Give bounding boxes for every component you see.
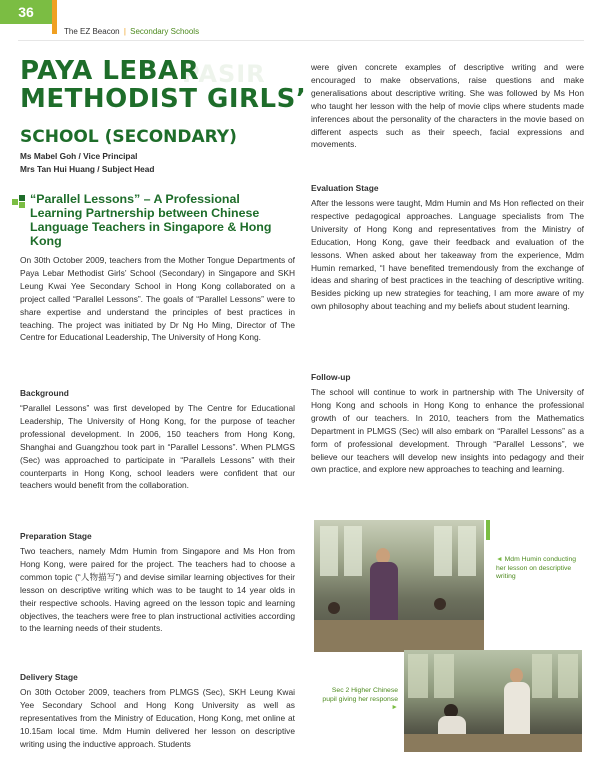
- header-separator: |: [123, 27, 126, 36]
- photo-caption-1: ◄ Mdm Humin conducting her lesson on descriptive writing: [496, 556, 577, 580]
- author-2: Mrs Tan Hui Huang / Subject Head: [20, 164, 155, 174]
- publication-name: The EZ Beacon: [64, 27, 120, 36]
- heading-follow-up: Follow-up: [311, 372, 351, 382]
- photo-accent-bar: [486, 520, 490, 540]
- heading-preparation-stage: Preparation Stage: [20, 531, 92, 541]
- heading-evaluation-stage: Evaluation Stage: [311, 183, 379, 193]
- school-name-line-1: PAYA LEBAR: [20, 56, 200, 86]
- section-name: Secondary Schools: [130, 27, 200, 36]
- heading-delivery-stage: Delivery Stage: [20, 672, 78, 682]
- intro-paragraph: On 30th October 2009, teachers from the Mother Tongue Departments of Paya Lebar Methodist Girls’ School (Secondary) in Singapore and SKH Leung Kwai Yee Secondary School in Hong Kong collaborated on a project called “Parallel Lessons”. The goals of “Parallel Lessons” were to share expertise and understand the principles of best practices in teaching. The project was initiated by Dr Ng Ho Ming, Director of The Centre for Educational Leadership, The University of Hong Kong.: [20, 255, 295, 343]
- photo-caption-2: Sec 2 Higher Chinese pupil giving her response ►: [322, 687, 398, 711]
- header-divider: [18, 40, 584, 41]
- school-name-line-2: METHODIST GIRLS’: [20, 84, 307, 114]
- caption-arrow-right-icon: ►: [391, 704, 398, 711]
- article-title: “Parallel Lessons” – A Professional Learning Partnership between Chinese Language Teachers in Singapore & Hong Kong: [30, 192, 272, 248]
- squares-bullet-icon: [12, 195, 26, 209]
- background-watermark-text: PASIR: [182, 60, 266, 88]
- school-name-line-3: SCHOOL (SECONDARY): [20, 127, 237, 147]
- caption-arrow-left-icon: ◄: [496, 556, 503, 563]
- preparation-paragraph: Two teachers, namely Mdm Humin from Singapore and Ms Hon from Hong Kong, were paired for the project. The teachers had to choose a common topic (“人物描写”) and devise similar learning objectives for their lesson on descriptive writing which was to be taught to 14 year olds in their respective schools. Having agreed on the lesson topic and learning objectives, the teachers were free to plan instructional activities according to the learning needs of their students.: [20, 546, 295, 634]
- evaluation-paragraph: After the lessons were taught, Mdm Humin and Ms Hon reflected on their respective pedagogical approaches. Language specialists from The University of Hong Kong and representatives from the Ministry of Education, Hong Kong, gave their feedback and evaluation of the lessons. When asked about her takeaway from the experience, Mdm Humin remarked, “I have benefited tremendously from the exchange of ideas and sharing of best practices in the teaching of descriptive writing. Besides picking up new strategies for teaching, I am more aware of my own philosophy about teaching and my beliefs about student learning.: [311, 198, 584, 312]
- follow-up-paragraph: The school will continue to work in partnership with The University of Hong Kong and schools in Hong Kong to enhance the professional growth of our teachers. In 2010, teachers from the Mathematics Department in PLMGS (Sec) will also embark on “Parallel Lessons” as a form of professional development. Through “Parallel Lessons”, we believe our teachers will develop new insights into pedagogy and their own practice, and explore new approaches to teaching and learning.: [311, 387, 584, 475]
- running-header: [64, 27, 199, 36]
- classroom-photo-pupil: [404, 650, 582, 752]
- page-number: 36: [0, 0, 52, 24]
- delivery-paragraph: On 30th October 2009, teachers from PLMGS (Sec), SKH Leung Kwai Yee Secondary School and Hong Kong University as well as representatives from the Ministry of Education, Hong Kong, met online at 10.15am local time. Mdm Humin delivered her lesson on descriptive writing using the inductive approach. Students: [20, 687, 295, 749]
- classroom-photo-teacher: [314, 520, 484, 652]
- heading-background: Background: [20, 388, 69, 398]
- page-tab-accent: [52, 0, 57, 34]
- author-1: Ms Mabel Goh / Vice Principal: [20, 151, 138, 161]
- background-paragraph: “Parallel Lessons” was first developed by The Centre for Educational Leadership, The University of Hong Kong, for the purpose of teacher professional development. In 2006, 150 teachers from Hong Kong, Shanghai and Guangzhou took part in “Parallel Lessons”. When PLMGS (Sec) was approached to participate in “Parallels Lessons” with their counterparts in Hong Kong, school leaders were confident that our teachers would benefit from the collaboration.: [20, 403, 295, 491]
- delivery-paragraph-continued: were given concrete examples of descriptive writing and were encouraged to make observations, raise questions and make generalisations about descriptive writing. She was followed by Ms Hon who taught her lesson with the help of movie clips where students made inferences about the personality of the characters in the movie based on different aspects such as their speech, facial expressions and movements.: [311, 62, 584, 150]
